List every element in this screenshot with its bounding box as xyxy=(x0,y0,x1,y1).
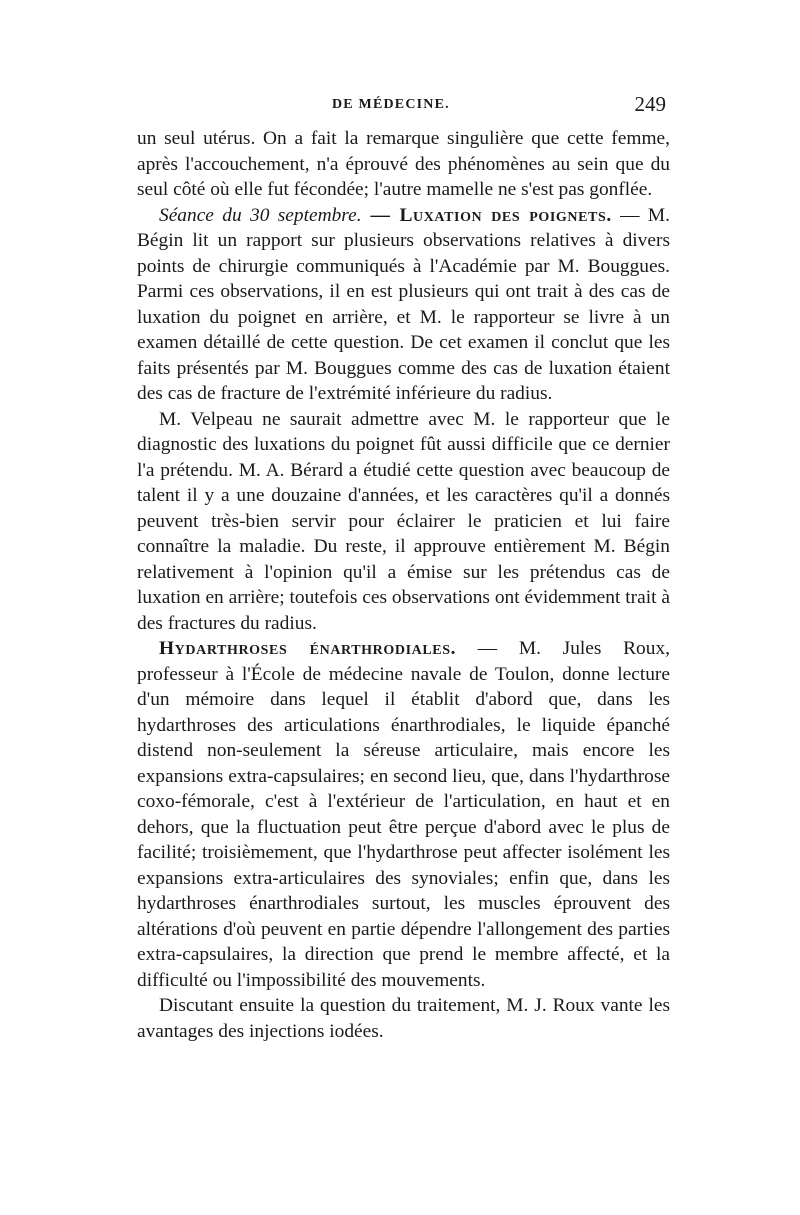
book-page xyxy=(137,92,670,1044)
paragraph-velpeau xyxy=(137,407,670,637)
paragraph-text: — M. Jules Roux, professeur à l'École de médecine navale de Toulon, donne lecture d'un mémoire dans lequel il établit d'abord que, dans les hydarthroses des articulations énarthrodiales, le liquide épanché distend non-seulement la séreuse articulaire, mais encore les expansions extra-capsulaires; en second lieu, que, dans l'hydarthrose coxo-fémorale, c'est à l'extérieur de l'articulation, en haut et en dehors, que la fluctuation peut être perçue d'abord avec le plus de facilité; troisièmement, que l'hydarthrose peut affecter isolément les expansions extra-articulaires des synoviales; enfin que, dans les hydarthroses énarthrodiales surtout, les muscles éprouvent des altérations d'où peuvent en partie dépendre l'allongement des parties extra-capsulaires, la direction que prend le membre affecté, et la difficulté ou l'impossibilité des mouvements. xyxy=(137,638,670,991)
paragraph-seance xyxy=(137,203,670,407)
paragraph-text: M. Velpeau ne saurait admettre avec M. le rapporteur que le diagnostic des luxations du poignet fût aussi difficile que ce dernier l'a prétendu. M. A. Bérard a étudié cette question avec beaucoup de talent il y a une douzaine d'années, et les caractères qu'il a donnés peuvent très-bien servir pour éclairer le praticien et lui faire connaître la maladie. Du reste, il approuve entièrement M. Bégin relativement à l'opinion qu'il a émise sur les prétendus cas de luxation en arrière; toutefois ces observations ont évidemment trait à des fractures du radius. xyxy=(137,408,670,634)
page-number: 249 xyxy=(634,92,666,116)
page-header xyxy=(137,92,670,126)
paragraph-text: un seul utérus. On a fait la remarque singulière que cette femme, après l'accouchement, n'a éprouvé des phénomènes au sein que du seul côté où elle fut fécondée; l'autre mamelle ne s'est pas gonflée. xyxy=(137,128,670,200)
paragraph-continuation xyxy=(137,126,670,203)
body-text xyxy=(137,126,670,1044)
paragraph-text: Discutant ensuite la question du traitement, M. J. Roux vante les avantages des injections iodées. xyxy=(137,995,670,1042)
running-title: DE MÉDECINE. xyxy=(332,97,450,112)
paragraph-hydarthroses xyxy=(137,636,670,993)
session-date: Séance du 30 septembre. xyxy=(159,204,362,226)
section-heading-luxation: — Luxation des poignets. xyxy=(361,204,612,226)
paragraph-text: — M. Bégin lit un rapport sur plusieurs observations relatives à divers points de chirurgie communiqués à l'Académie par M. Bouggues. Parmi ces observations, il en est plusieurs qui ont trait à des cas de luxation du poignet en arrière, et M. le rapporteur se livre à un examen détaillé de cette question. De cet examen il conclut que les faits présentés par M. Bouggues comme des cas de luxation étaient des cas de fracture de l'extrémité inférieure du radius. xyxy=(137,204,670,404)
section-heading-hydarthroses: Hydarthroses énarthrodiales. xyxy=(159,638,457,659)
paragraph-traitement xyxy=(137,993,670,1044)
